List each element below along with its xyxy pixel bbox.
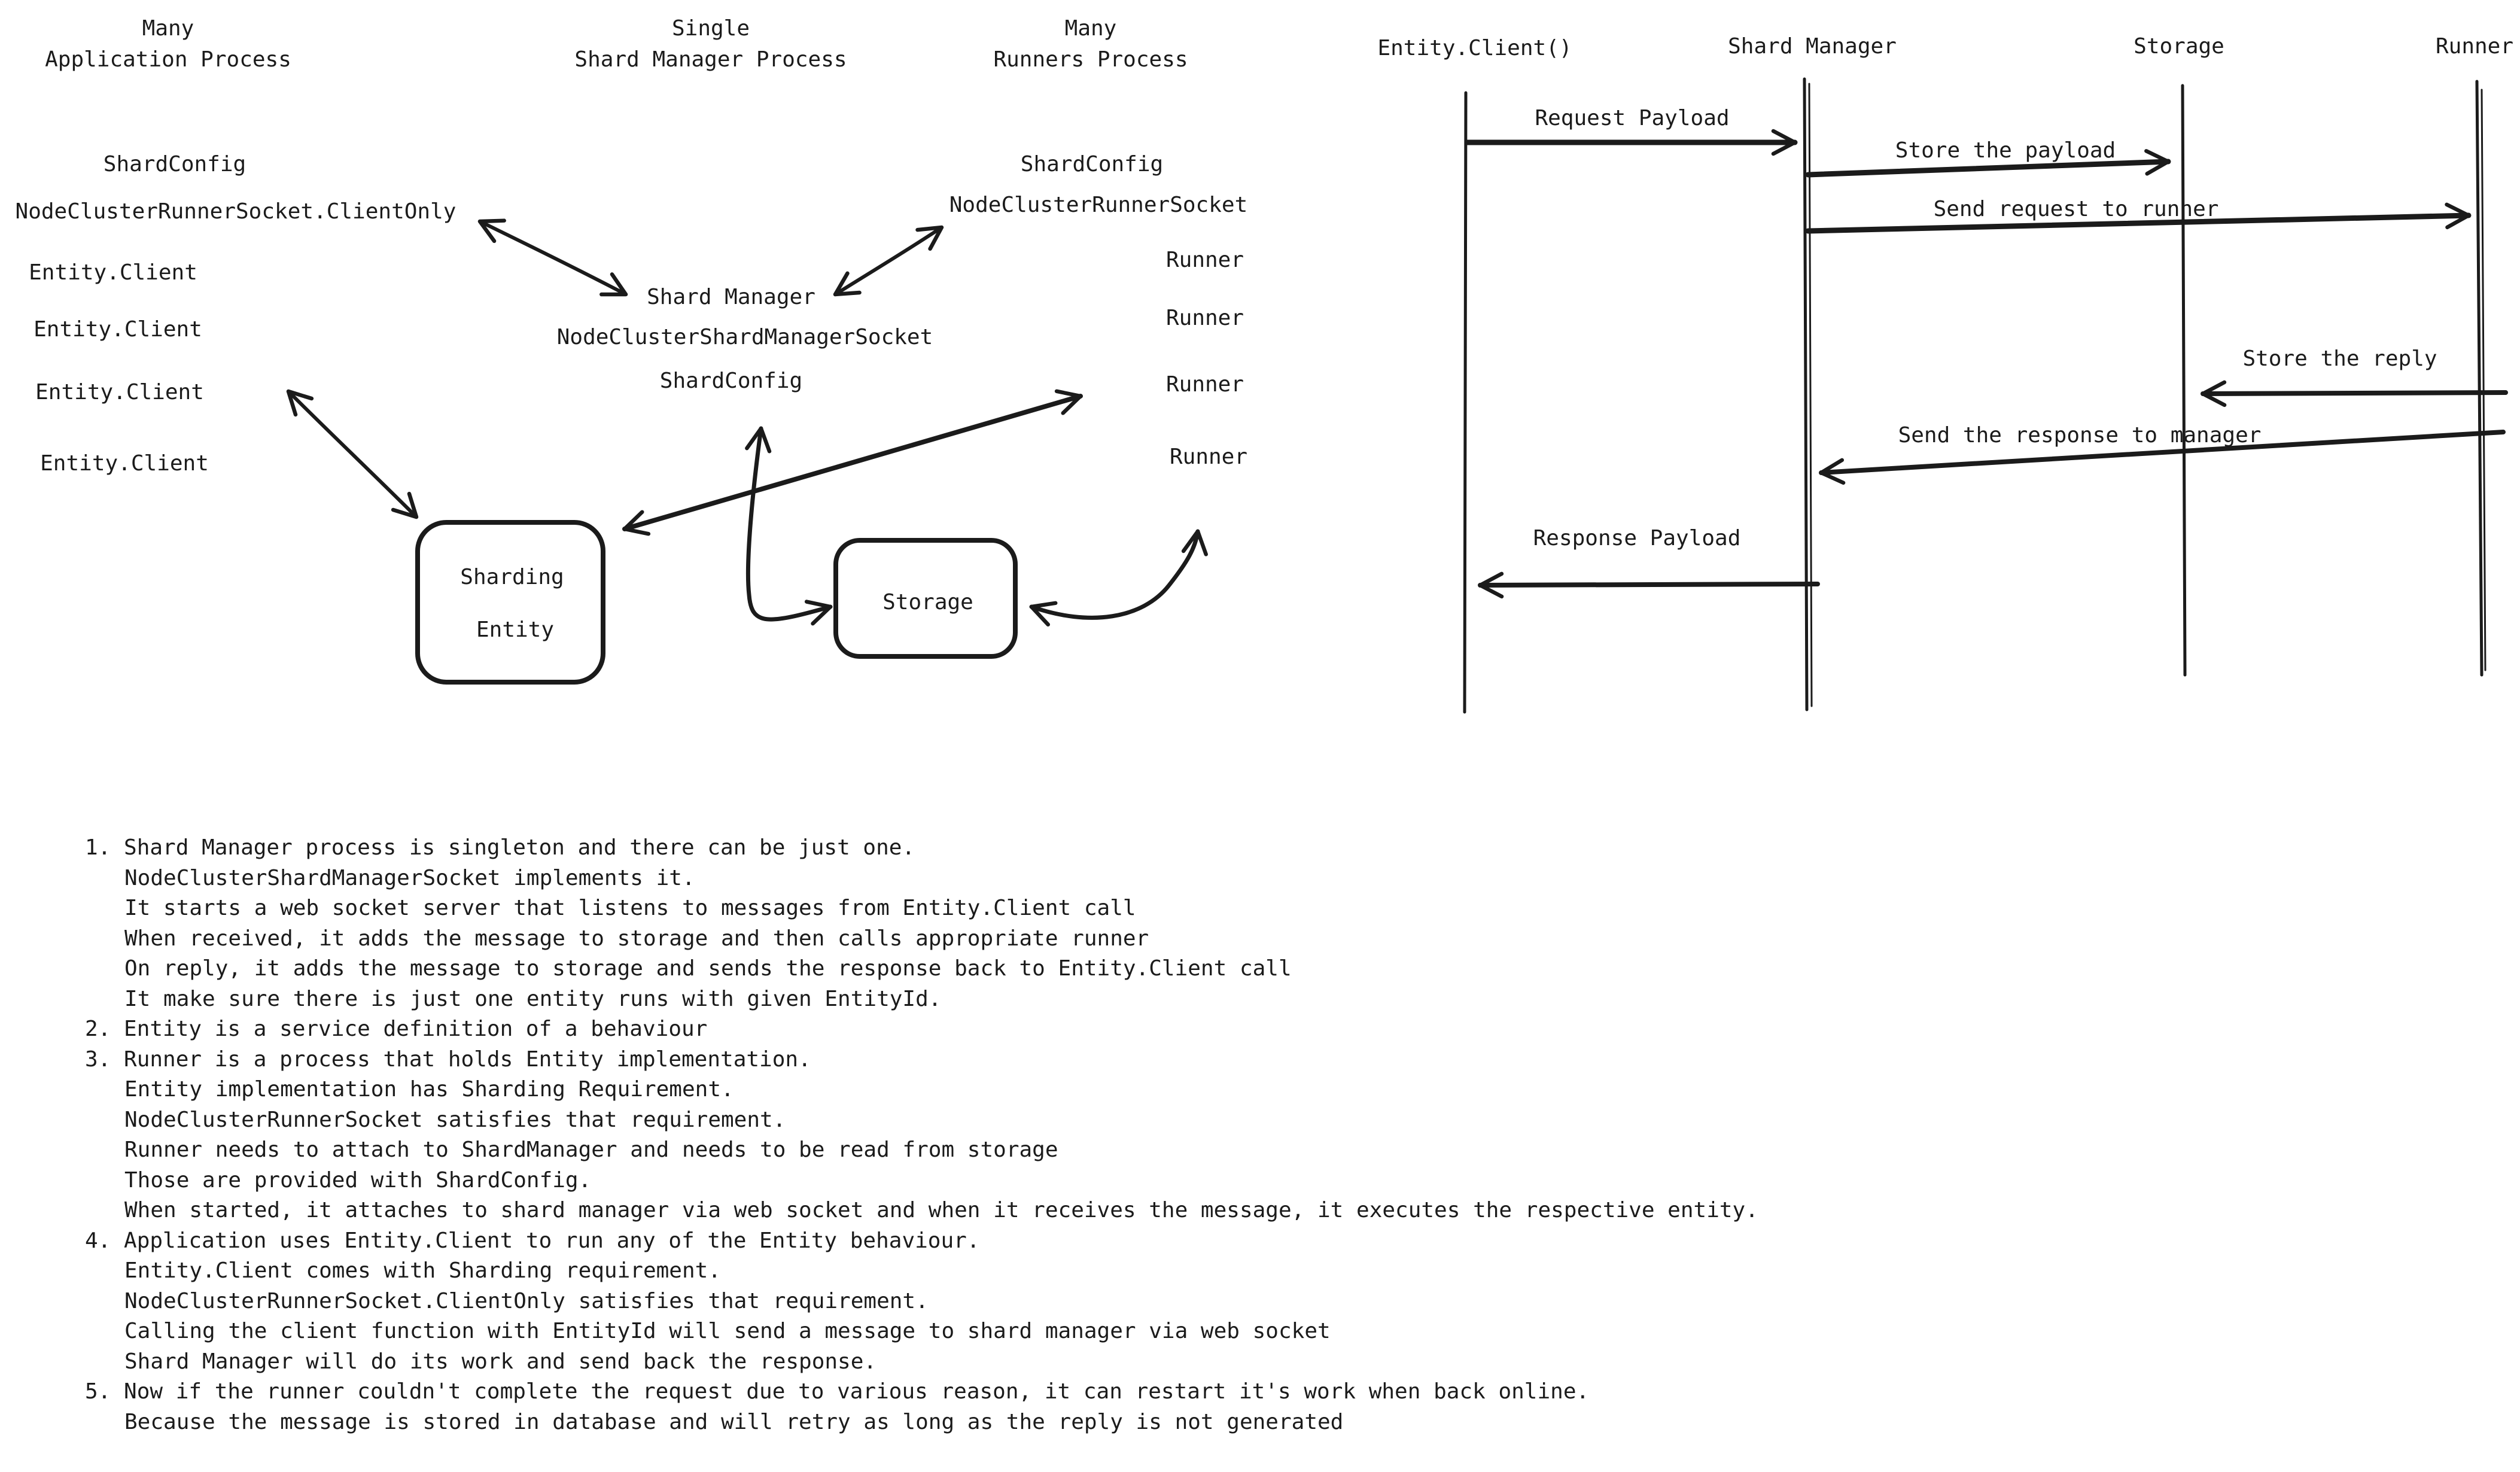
column-header-shard-manager-process <box>574 13 847 75</box>
message-request-payload: Request Payload <box>1535 106 1730 130</box>
lifeline-entity-client <box>1465 93 1466 712</box>
message-send-response-to-manager: Send the response to manager <box>1898 423 2262 448</box>
label-ncrs-clientonly: NodeClusterRunnerSocket.ClientOnly <box>15 199 456 224</box>
note-line: Entity implementation has Sharding Requirement. <box>124 1077 734 1102</box>
label-shard-manager-socket: NodeClusterShardManagerSocket <box>556 325 933 349</box>
participant-shard-manager: Shard Manager <box>1728 34 1897 59</box>
message-response-payload: Response Payload <box>1533 526 1741 551</box>
note-line: NodeClusterShardManagerSocket implements it. <box>124 865 695 890</box>
label-entity-client-1: Entity.Client <box>29 260 197 285</box>
label-shardconfig-left: ShardConfig <box>103 152 246 177</box>
label-runner-2: Runner <box>1165 306 1244 330</box>
column-header-runners-process <box>993 13 1188 75</box>
note-line: 4. Application uses Entity.Client to run any of the Entity behaviour. <box>85 1228 980 1253</box>
column-header-line: Application Process <box>45 47 291 72</box>
sharding-entity-box-label-2: Entity <box>476 618 555 642</box>
arrow-storage-runner <box>1031 531 1198 618</box>
label-shardconfig-center: ShardConfig <box>659 369 803 393</box>
column-header-application-process <box>45 13 291 75</box>
message-store-the-payload: Store the payload <box>1895 138 2116 163</box>
arrow-shardingentity-runner <box>625 396 1081 529</box>
note-line: On reply, it adds the message to storage and sends the response back to Entity.Client call <box>124 956 1292 981</box>
note-line: Calling the client function with EntityId will send a message to shard manager via web socket <box>124 1319 1331 1343</box>
column-header-line: Many <box>1064 16 1117 41</box>
column-header-line: Shard Manager Process <box>574 47 847 72</box>
message-send-request-to-runner: Send request to runner <box>1933 197 2219 221</box>
note-line: When started, it attaches to shard manager via web socket and when it receives the message, it executes the respective entity. <box>124 1198 1758 1222</box>
note-line: Those are provided with ShardConfig. <box>124 1167 592 1193</box>
label-runner-4: Runner <box>1169 445 1248 469</box>
note-line: Runner needs to attach to ShardManager and needs to be read from storage <box>124 1138 1058 1162</box>
column-header-line: Single <box>671 16 750 41</box>
note-line: When received, it adds the message to storage and then calls appropriate runner <box>124 926 1149 951</box>
column-header-line: Runners Process <box>993 47 1188 72</box>
label-shard-manager: Shard Manager <box>647 285 815 309</box>
arrow-store-the-reply <box>2203 393 2506 394</box>
note-line: 3. Runner is a process that holds Entity implementation. <box>85 1047 811 1072</box>
note-line: NodeClusterRunnerSocket satisfies that requirement. <box>124 1107 786 1132</box>
note-line: 1. Shard Manager process is singleton and there can be just one. <box>85 835 915 860</box>
arrow-shardmanager-runnersocket <box>835 227 942 294</box>
note-line: Because the message is stored in database and will retry as long as the reply is not generated <box>124 1409 1344 1434</box>
storage-box-label: Storage <box>882 590 973 615</box>
participant-runner: Runner <box>2435 34 2514 59</box>
label-entity-client-2: Entity.Client <box>34 317 202 342</box>
lifeline-storage <box>2183 86 2185 675</box>
sharding-entity-box <box>418 522 603 682</box>
notes-list <box>85 833 1758 1437</box>
note-line: It starts a web socket server that listens to messages from Entity.Client call <box>124 896 1136 920</box>
column-header-line: Many <box>142 16 194 41</box>
arrow-shardconfig-storage <box>748 428 830 619</box>
arrow-entityclient-shardingentity <box>288 391 416 517</box>
label-runner-1: Runner <box>1165 248 1244 272</box>
note-line: 2. Entity is a service definition of a behaviour <box>85 1017 708 1041</box>
label-runner-3: Runner <box>1165 372 1244 397</box>
arrow-clientonly-shardmanager <box>480 221 626 294</box>
sharding-entity-box-label-1: Sharding <box>460 565 564 589</box>
lifeline-runner <box>2477 81 2482 675</box>
label-shardconfig-right: ShardConfig <box>1020 152 1164 177</box>
participant-storage: Storage <box>2134 34 2224 59</box>
note-line: 5. Now if the runner couldn't complete the request due to various reason, it can restart it's work when back online. <box>85 1379 1590 1404</box>
note-line: Shard Manager will do its work and send back the response. <box>124 1349 877 1374</box>
message-store-the-reply: Store the reply <box>2242 346 2437 371</box>
participant-entity-client: Entity.Client() <box>1377 36 1572 60</box>
label-entity-client-4: Entity.Client <box>40 451 209 476</box>
label-entity-client-3: Entity.Client <box>35 380 204 405</box>
arrow-response-payload <box>1480 584 1818 585</box>
note-line: It make sure there is just one entity runs with given EntityId. <box>124 986 942 1011</box>
note-line: NodeClusterRunnerSocket.ClientOnly satisfies that requirement. <box>124 1288 929 1313</box>
note-line: Entity.Client comes with Sharding requirement. <box>124 1258 721 1283</box>
label-ncrs-right: NodeClusterRunnerSocket <box>949 193 1248 217</box>
